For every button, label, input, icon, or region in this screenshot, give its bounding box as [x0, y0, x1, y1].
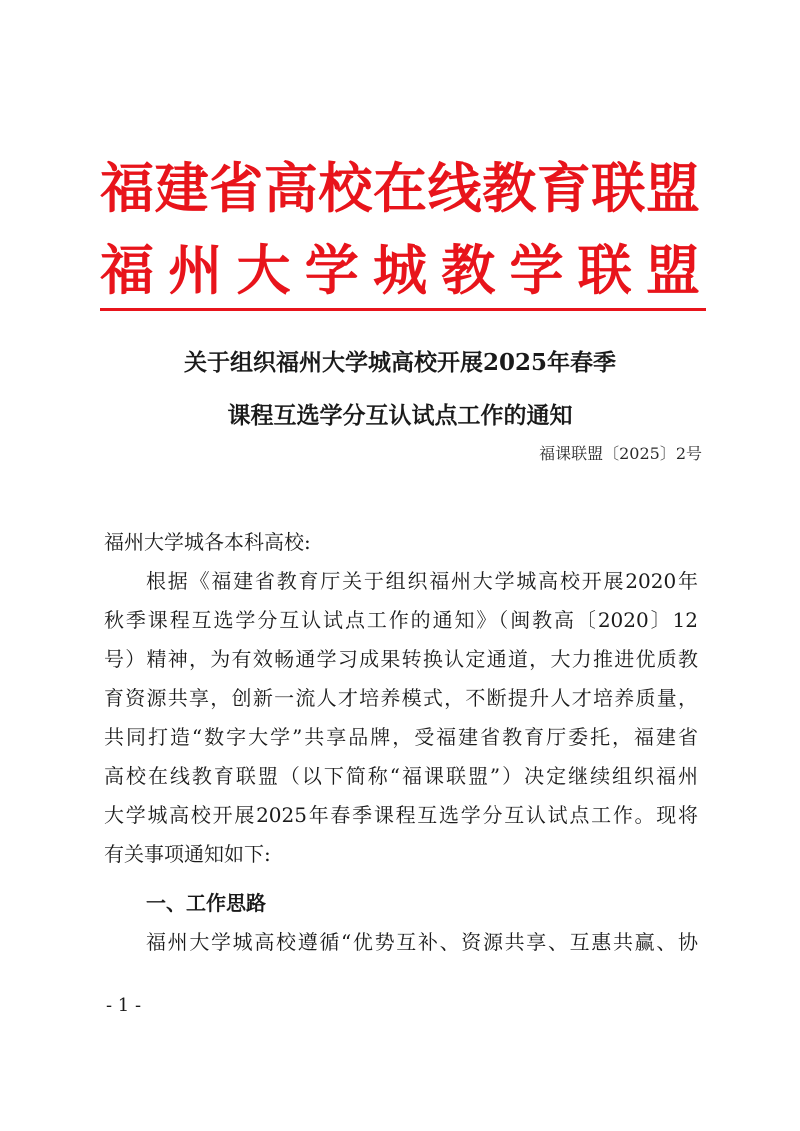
body-line: 秋季课程互选学分互认试点工作的通知》（闽教高〔2020〕12 [104, 608, 698, 632]
body-line: 共同打造“数字大学”共享品牌，受福建省教育厅委托，福建省 [104, 725, 698, 749]
body-line: 根据《福建省教育厅关于组织福州大学城高校开展2020年 [146, 569, 698, 593]
body-line: 福州大学城高校遵循“优势互补、资源共享、互惠共赢、协 [146, 930, 698, 954]
body-line: 号）精神，为有效畅通学习成果转换认定通道，大力推进优质教 [104, 647, 698, 671]
body-line: 高校在线教育联盟（以下简称“福课联盟”）决定继续组织福州 [104, 764, 698, 788]
body-line: 大学城高校开展2025年春季课程互选学分互认试点工作。现将 [104, 803, 698, 827]
salutation: 福州大学城各本科高校: [104, 530, 311, 554]
page-number: - 1 - [106, 995, 142, 1016]
document-number: 福课联盟〔2025〕2号 [539, 444, 702, 463]
body-line: 育资源共享，创新一流人才培养模式，不断提升人才培养质量， [104, 686, 698, 710]
header-red-rule [100, 308, 706, 311]
body-line: 有关事项通知如下: [104, 842, 271, 866]
header-org-name-1: 福建省高校在线教育联盟 [100, 156, 700, 220]
header-org-name-2: 福州大学城教学联盟 [100, 238, 700, 302]
section-heading: 一、工作思路 [146, 891, 266, 915]
document-title-line-1: 关于组织福州大学城高校开展2025年春季 [183, 349, 616, 376]
document-title-line-2: 课程互选学分互认试点工作的通知 [227, 402, 573, 429]
